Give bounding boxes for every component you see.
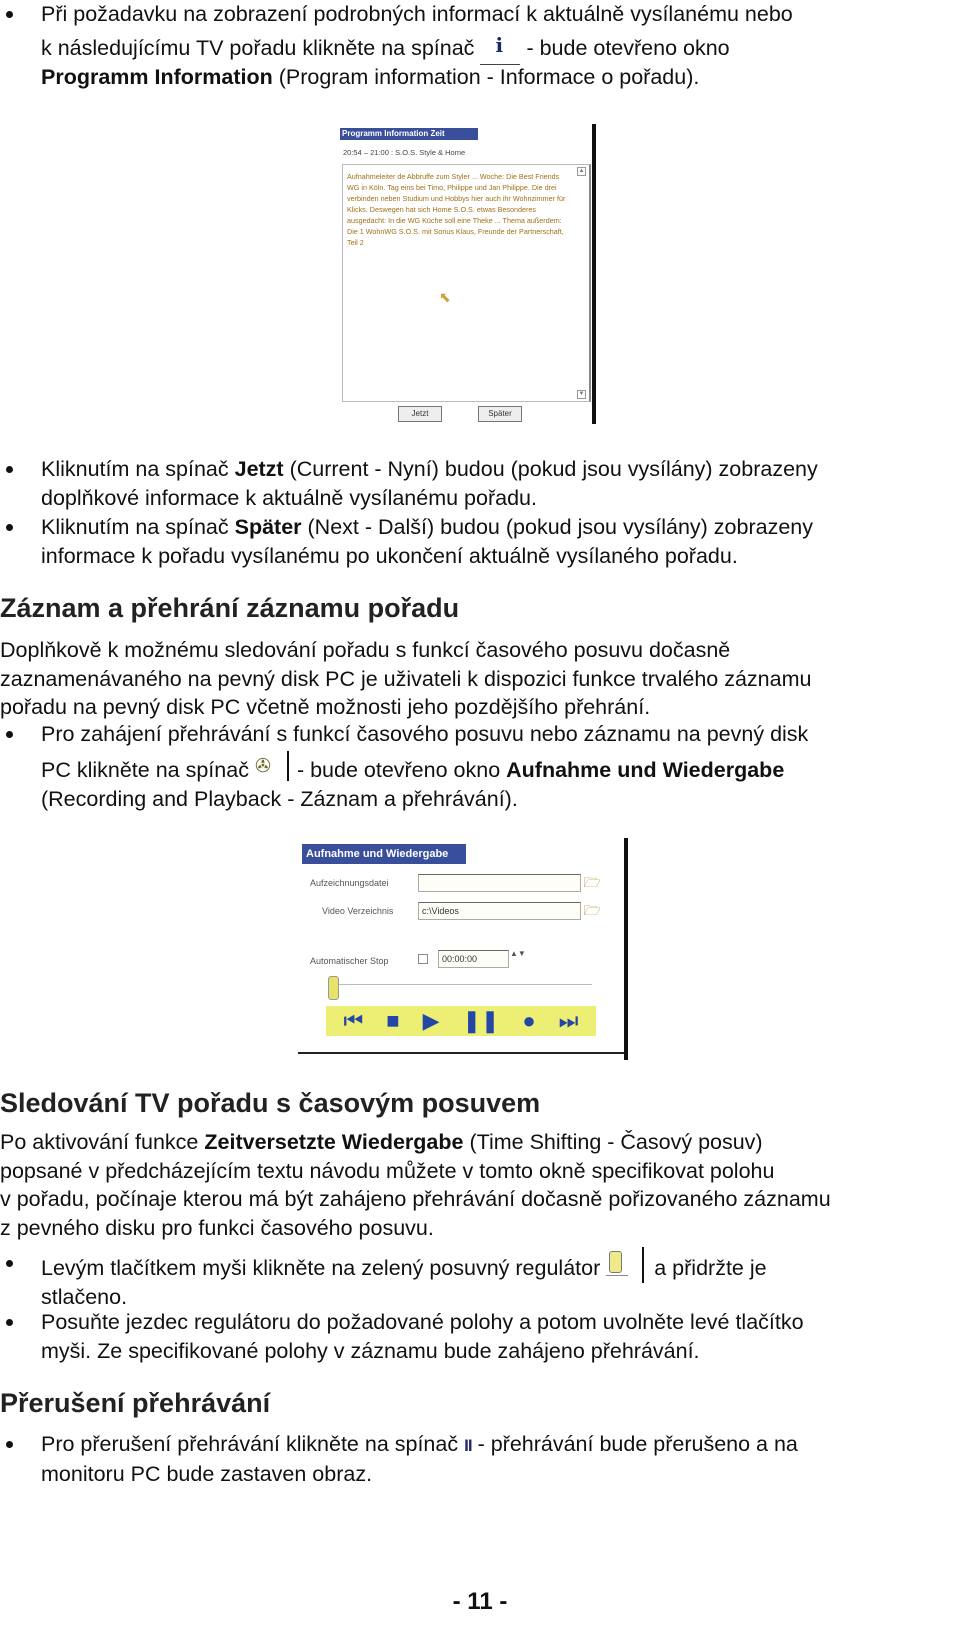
bullet-dot	[6, 466, 13, 473]
text-segment: - přehrávání bude přerušeno a na	[477, 1432, 798, 1456]
program-description: Aufnahmeleiter de Abbruffe zum Styler ... Woche: Die Best Friends WG in Köln. Tag eins bei Timo, Philippe und Jan Philippe. Die drei verbinden neben Studium und Hobbys hier auch ihr Wohnzimmer für Klicks. Deswegen hat sich Home S.O.S. etwas Besonderes ausgedacht: In die WG Küche soll eine Theke ... Thema außerdem: Die 1 WohnWG S.O.S. mit Sonus Klaus, Freunde der Partnerschaft, Teil 2	[347, 172, 566, 247]
border-line	[624, 838, 628, 1060]
text-line: doplňkové informace k aktuálně vysílanému pořadu.	[41, 486, 537, 510]
scroll-up-icon[interactable]: ▲	[578, 168, 585, 174]
recording-file-field[interactable]	[418, 874, 581, 892]
record-playback-icon: ✇	[255, 755, 291, 783]
text-line: z pevného disku pro funkci časového posuvu.	[0, 1215, 434, 1240]
text-segment: Levým tlačítkem myši klikněte na zelený posuvný regulátor	[41, 1256, 601, 1280]
text-line: monitoru PC bude zastaven obraz.	[41, 1462, 373, 1486]
label-auto-stop: Automatischer Stop	[310, 956, 389, 966]
position-slider-track[interactable]	[328, 984, 592, 995]
text-segment: PC klikněte na spínač	[41, 758, 249, 782]
stop-icon[interactable]: ■	[386, 1008, 400, 1033]
button-name: Später	[234, 515, 302, 539]
scroll-down-icon[interactable]: ▼	[578, 391, 585, 397]
text-segment: Po aktivování funkce	[0, 1130, 199, 1154]
video-directory-field[interactable]: c:\Videos	[418, 902, 581, 920]
border-line	[298, 1052, 628, 1054]
text-line: myši. Ze specifikované polohy v záznamu bude zahájeno přehrávání.	[41, 1339, 700, 1363]
text-segment: a přidržte je	[654, 1256, 767, 1280]
spaeter-button[interactable]: Später	[478, 406, 522, 422]
bullet-dot	[6, 1260, 13, 1267]
text-segment: k následujícímu TV pořadu klikněte na spínač	[41, 36, 475, 60]
heading-recording: Záznam a přehrání záznamu pořadu	[0, 593, 460, 623]
pause-icon: II	[464, 1436, 472, 1455]
button-name: Jetzt	[234, 457, 284, 481]
text-line: popsané v předcházejícím textu návodu můžete v tomto okně specifikovat polohu	[0, 1158, 775, 1183]
skip-forward-icon[interactable]: ⏭	[558, 1008, 579, 1033]
label-video-directory: Video Verzeichnis	[322, 906, 394, 916]
bullet-dot	[6, 1441, 13, 1448]
pause-icon[interactable]: ❚❚	[462, 1008, 500, 1033]
info-icon: i	[480, 37, 520, 61]
border-line	[592, 124, 596, 424]
auto-stop-checkbox[interactable]	[418, 954, 428, 964]
jetzt-button[interactable]: Jetzt	[398, 406, 442, 422]
description-box	[342, 164, 591, 402]
text-line: Při požadavku na zobrazení podrobných informací k aktuálně vysílanému nebo	[41, 2, 793, 26]
skip-back-icon[interactable]: ⏮	[343, 1008, 364, 1033]
bullet-dot	[6, 1319, 13, 1326]
record-icon[interactable]: ●	[522, 1008, 536, 1033]
heading-timeshift: Sledování TV pořadu s časovým posuvem	[0, 1088, 541, 1118]
stop-time-field[interactable]: 00:00:00	[438, 950, 509, 968]
text-segment: Kliknutím na spínač	[41, 515, 229, 539]
text-line: Pro zahájení přehrávání s funkcí časového posuvu nebo záznamu na pevný disk	[41, 722, 809, 746]
page-number: - 11 -	[452, 1588, 508, 1615]
text-line: pořadu na pevný disk PC včetně možnosti jeho pozdějšího přehrání.	[0, 695, 651, 719]
label-recording-file: Aufzeichnungsdatei	[310, 878, 389, 888]
window-title: Aufnahme und Wiedergabe	[302, 844, 466, 864]
text-segment: - bude otevřeno okno	[296, 758, 501, 782]
paragraph-timeshift	[0, 1128, 960, 1242]
text-line: stlačeno.	[41, 1285, 128, 1309]
text-segment: (Program information - Informace o pořadu).	[278, 65, 700, 89]
text-segment: (Next - Další) budou (pokud jsou vysílány) zobrazeny	[307, 515, 813, 539]
text-segment: (Time Shifting - Časový posuv)	[469, 1130, 763, 1154]
bullet-dot	[6, 731, 13, 738]
window-title: Programm Information Zeit	[340, 128, 478, 140]
program-time: 20:54 – 21:00 : S.O.S. Style & Home	[343, 148, 466, 157]
playback-controls	[326, 1006, 596, 1036]
text-line: zaznamenávaného na pevný disk PC je uživateli k dispozici funkce trvalého záznamu	[0, 666, 812, 691]
text-line: informace k pořadu vysílanému po ukončení aktuálně vysílaného pořadu.	[41, 544, 738, 568]
text-segment: - bude otevřeno okno	[526, 36, 730, 60]
window-name: Aufnahme und Wiedergabe	[506, 758, 785, 782]
time-spinner-icon[interactable]: ▲▼	[510, 949, 526, 958]
function-name: Zeitversetzte Wiedergabe	[204, 1130, 464, 1154]
slider-thumb-icon	[606, 1249, 648, 1283]
folder-icon[interactable]: 🗁	[583, 902, 601, 918]
text-line: Posuňte jezdec regulátoru do požadované polohy a potom uvolněte levé tlačítko	[41, 1310, 804, 1334]
program-information-screenshot	[340, 124, 598, 424]
cursor-icon: ⬉	[439, 289, 451, 305]
text-line: v pořadu, počínaje kterou má být zahájeno přehrávání dočasně pořizovaného záznamu	[0, 1187, 831, 1211]
bullet-dot	[6, 524, 13, 531]
folder-icon[interactable]: 🗁	[583, 874, 601, 890]
window-name: Programm Information	[41, 65, 273, 89]
position-slider-thumb[interactable]	[328, 976, 339, 1000]
play-icon[interactable]: ▶	[422, 1008, 440, 1033]
bullet-dot	[6, 11, 13, 18]
heading-pause: Přerušení přehrávání	[0, 1388, 271, 1418]
text-line: (Recording and Playback - Záznam a přehrávání).	[41, 787, 518, 811]
recording-playback-screenshot	[298, 838, 632, 1062]
text-line: Doplňkově k možnému sledování pořadu s funkcí časového posuvu dočasně	[0, 638, 731, 662]
text-segment: Kliknutím na spínač	[41, 457, 229, 481]
text-segment: Pro přerušení přehrávání klikněte na spínač	[41, 1432, 459, 1456]
paragraph-recording	[0, 636, 960, 722]
text-segment: (Current - Nyní) budou (pokud jsou vysílány) zobrazeny	[289, 457, 818, 481]
